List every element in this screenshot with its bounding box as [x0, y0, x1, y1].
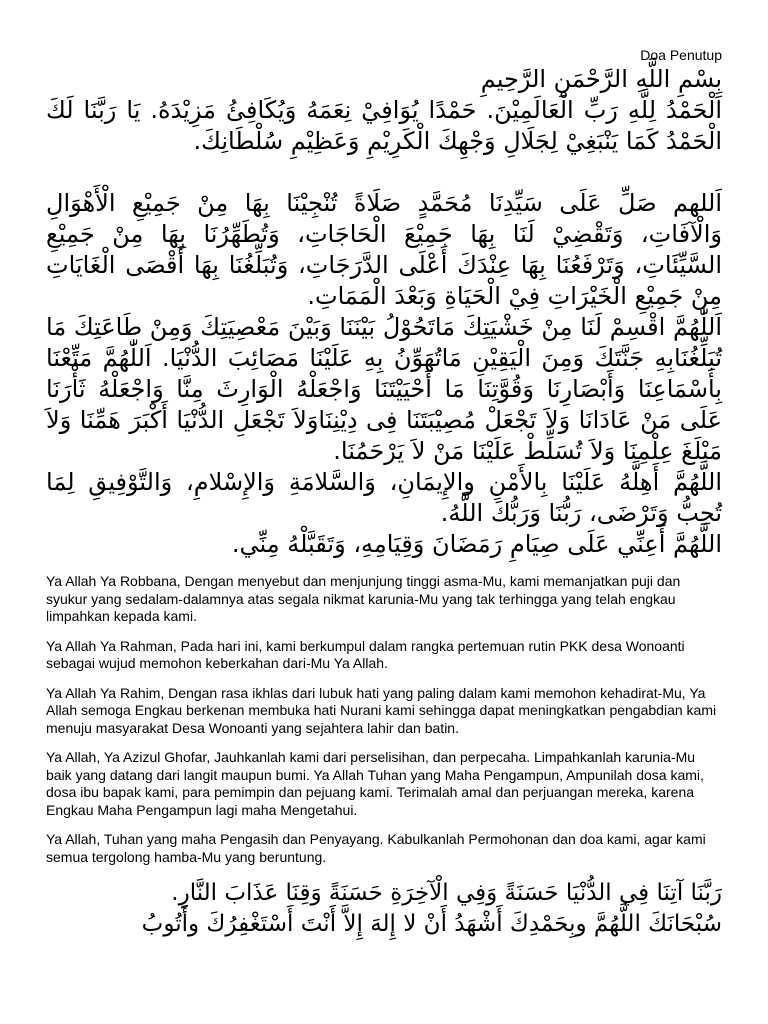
ramadan-help-prayer: اللَّهُمَّ أَعِنِّي عَلَى صِيَامِ رَمَضَانَ وَقِيَامِهِ، وَتَقَبَّلْهُ مِنِّي. — [231, 530, 722, 558]
arabic-opening-prayers — [46, 64, 722, 560]
ramadan-moon-prayer: اللَّهُمَّ أَهِلَّهُ عَلَيْنَا بِالأَمْنِ والإِيمَانِ، وَالسَّلامَةِ وَالإِسْلامِ، وَالتَّوْفِيقِ لِمَا تُحِبُّ وَتَرْضَى، رَبُّنَا وَرَبُّكَ اللَّهُ. — [46, 468, 722, 527]
latin-paragraph-pengasih: Ya Allah, Tuhan yang maha Pengasih dan Penyayang. Kabulkanlah Permohonan dan doa kami, agar kami semua tergolong hamba-Mu yang beruntung. — [46, 831, 706, 865]
rabbana-atina-line: رَبَّنَا آتِنَا فِي الدُّنْيَا حَسَنَةً وَفِي الْآخِرَةِ حَسَنَةً وَقِنَا عَذَابَ النَّارِ. — [171, 880, 722, 906]
kaffaratul-majlis-line: سُبْحَانَكَ اللَّهُمَّ وبِحَمْدِكَ أَشْهَدُ أَنْ لا إِلهَ إِلاَّ أَنْتَ أَسْتَغْفِرُكَ وأَتُوبُ — [141, 911, 722, 937]
protection-prayer-paragraph: اَللّٰهُمَّ اقْسِمْ لَنَا مِنْ خَشْيَتِكَ مَاتَحُوْلُ بَيْنَنَا وَبَيْنَ مَعْصِيَتِكَ وَمِنْ طَاعَتِكَ مَا تُبَلِّغُنَابِهِ جَنَّتَكَ وَمِنَ الْيَقِيْنِ مَاتُهَوِّنُ بِهِ عَلَيْنَا مَصَائِبَ الدُّنْيَا. اَللّٰهُمَّ مَتِّعْنَا بِأَسْمَاعِنَا وَأَبْصَارِنَا وَقُوَّتِنَا مَا أَحْيَيْتَنَا وَاجْعَلْهُ الْوَارِثَ مِنَّا وَاجْعَلْهُ ثَأْرَنَا عَلَى مَنْ عَادَانَا وَلاَ تَجْعَلْ مُصِيْبَتَنَا فِى دِيْنِنَاوَلاَ تَجْعَلِ الدُّنْيَا أَكْبَرَ هَمِّنَا وَلاَ مَبْلَغَ عِلْمِنَا وَلاَ تُسَلِّطْ عَلَيْنَا مَنْ لاَ يَرْحَمُنَا. — [46, 313, 722, 465]
hamdalah-paragraph: اَلْحَمْدُ لِلَّهِ رَبِّ الْعَالَمِيْنَ. حَمْدًا يُوَافِيْ نِعَمَهُ وَيُكَافِئُ مَزِيْدَهُ. يَا رَبَّنَا لَكَ الْحَمْدُ كَمَا يَنْبَغِيْ لِجَلَالِ وَجْهِكَ الْكَرِيْمِ وَعَظِيْمِ سُلْطَانِكَ. — [46, 96, 722, 155]
indonesian-prayer-text — [46, 573, 724, 878]
latin-paragraph-robbana: Ya Allah Ya Robbana, Dengan menyebut dan menjunjung tinggi asma-Mu, kami memanjatkan puji dan syukur yang sedalam-dalamnya atas segala nikmat karunia-Mu yang tak terhingga yang telah engkau limpahkan kepada kami. — [46, 573, 681, 624]
latin-paragraph-rahman: Ya Allah Ya Rahman, Pada hari ini, kami berkumpul dalam rangka pertemuan rutin PKK desa Wonoanti sebagai wujud memohon keberkahan dari-Mu Ya Allah. — [46, 637, 685, 671]
latin-paragraph-azizul-ghofar: Ya Allah, Ya Azizul Ghofar, Jauhkanlah kami dari perselisihan, dan perpecaha. Limpahkanlah karunia-Mu baik yang datang dari langit maupun bumi. Ya Allah Tuhan yang Maha Pengampun, Ampunilah dosa kami, dosa ibu bapak kami, para pemimpin dan pejuang kami. Terimalah amal dan perjuangan mereka, karena Engkau Maha Pengampun lagi maha Mengetahui. — [46, 749, 704, 818]
latin-paragraph-rahim: Ya Allah Ya Rahim, Dengan rasa ikhlas dari lubuk hati yang paling dalam kami memohon kehadirat-Mu, Ya Allah semoga Engkau berkenan membuka hati Nurani kami sehingga dapat meningkatkan pengabdian kami menuju masyarakat Desa Wonoanti yang sejahtera lahir dan batin. — [46, 684, 717, 736]
salawat-paragraph: اَللهم صَلِّ عَلَى سَيِّدِنَا مُحَمَّدٍ صَلَاةً تُنْجِيْنَا بِهَا مِنْ جَمِيْعِ الْأَهْوَالِ وَالْآفَاتِ، وَتَقْضِيْ لَنَا بِهَا جَمِيْعَ الْحَاجَاتِ، وَتُطَهِّرُنَا بِهَا مِنْ جَمِيْعِ السَّيِّئَاتِ، وَتَرْفَعُنَا بِهَا عِنْدَكَ أَعْلَى الدَّرَجَاتِ، وَتُبَلِّغُنَا بِهَا أَقْصَى الْغَايَاتِ مِنْ جَمِيْعِ الْخَيْرَاتِ فِيْ الْحَيَاةِ وَبَعْدَ الْمَمَاتِ. — [46, 189, 722, 310]
arabic-closing-prayers — [46, 878, 722, 940]
basmala-line: بِسْمِ اللَّهِ الرَّحْمَنِ الرَّحِيمِ — [480, 65, 722, 93]
document-title: Doa Penutup — [640, 47, 722, 63]
